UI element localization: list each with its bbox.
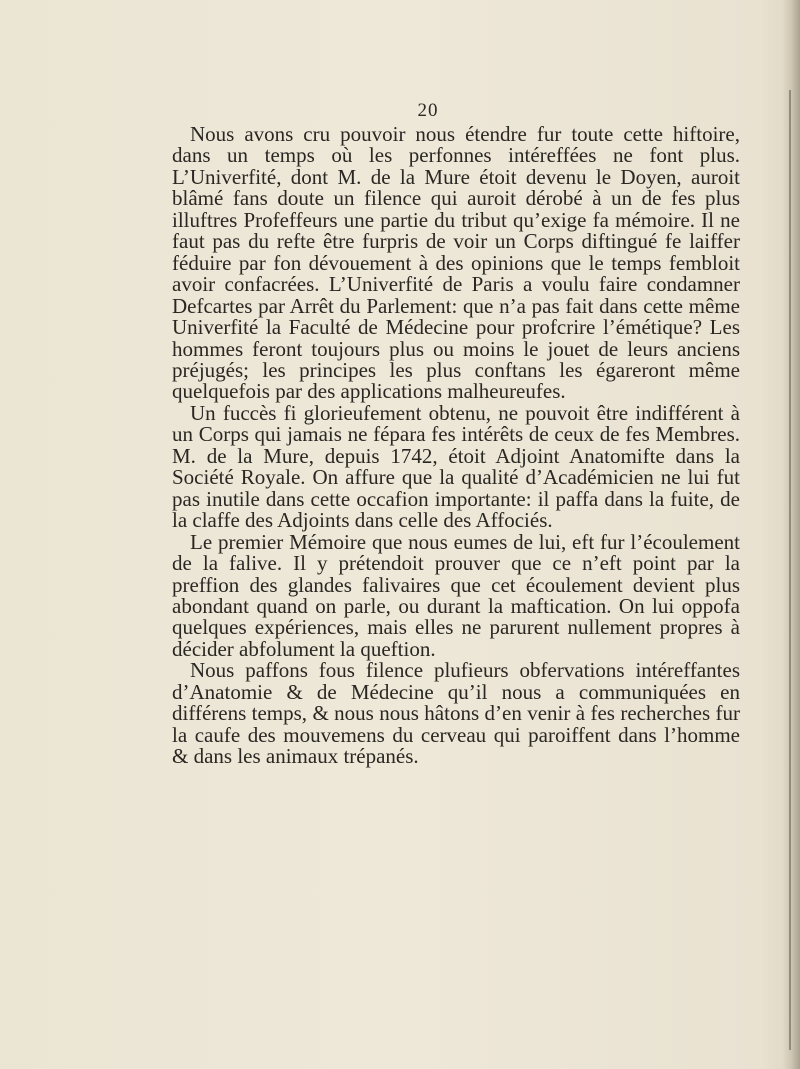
paragraph-2: Un fuccès fi glorieufement obtenu, ne pouvoit être indifférent à un Corps qui jamais ne fépara fes intérêts de ceux de fes Membres. M. de la Mure, depuis 1742, étoit Adjoint Anatomifte dans la Société Royale. On affure que la qualité d’Académicien ne lui fut pas inutile dans cette occafion importante: il paffa dans la fuite, de la claffe des Adjoints dans celle des Affociés.	[172, 400, 740, 533]
paragraph-4: Nous paffons fous filence plufieurs obfervations intéreffantes d’Anatomie & de Médecine qu’il nous a communiquées en différens temps, & nous nous hâtons d’en venir à fes recherches fur la caufe des mouvemens du cerveau qui paroiffent dans l’homme & dans les animaux trépanés.	[172, 658, 740, 769]
paragraph-1: Nous avons cru pouvoir nous étendre fur toute cette hiftoire, dans un temps où les perfonnes intéreffées ne font plus. L’Univerfité, dont M. de la Mure étoit devenu le Doyen, auroit blâmé fans doute un filence qui auroit dérobé à un de fes plus illuftres Profeffeurs une partie du tribut qu’exige fa mémoire. Il ne faut pas du refte être furpris de voir un Corps diftingué fe laiffer féduire par fon dévouement à des opinions que le temps fembloit avoir confacrées. L’Univerfité de Paris a voulu faire condamner Defcartes par Arrêt du Parlement: que n’a pas fait dans cette même Univerfité la Faculté de Médecine pour profcrire l’émétique? Les hommes feront toujours plus ou moins le jouet de leurs anciens préjugés; les principes les plus conftans les égareront même quelquefois par des applications malheureufes.	[172, 122, 740, 404]
page-number: 20	[417, 100, 439, 121]
paragraph-3: Le premier Mémoire que nous eumes de lui, eft fur l’écoulement de la falive. Il y prétendoit prouver que ce n’eft point par la preffion des glandes falivaires que cet écoulement devient plus abondant quand on parle, ou durant la maftication. On lui oppofa quelques expériences, mais elles ne parurent nullement propres à décider abfolument la queftion.	[172, 529, 740, 661]
page-gutter-line	[789, 90, 791, 1050]
page-edge-shadow	[782, 0, 800, 1069]
body-text	[172, 124, 740, 768]
